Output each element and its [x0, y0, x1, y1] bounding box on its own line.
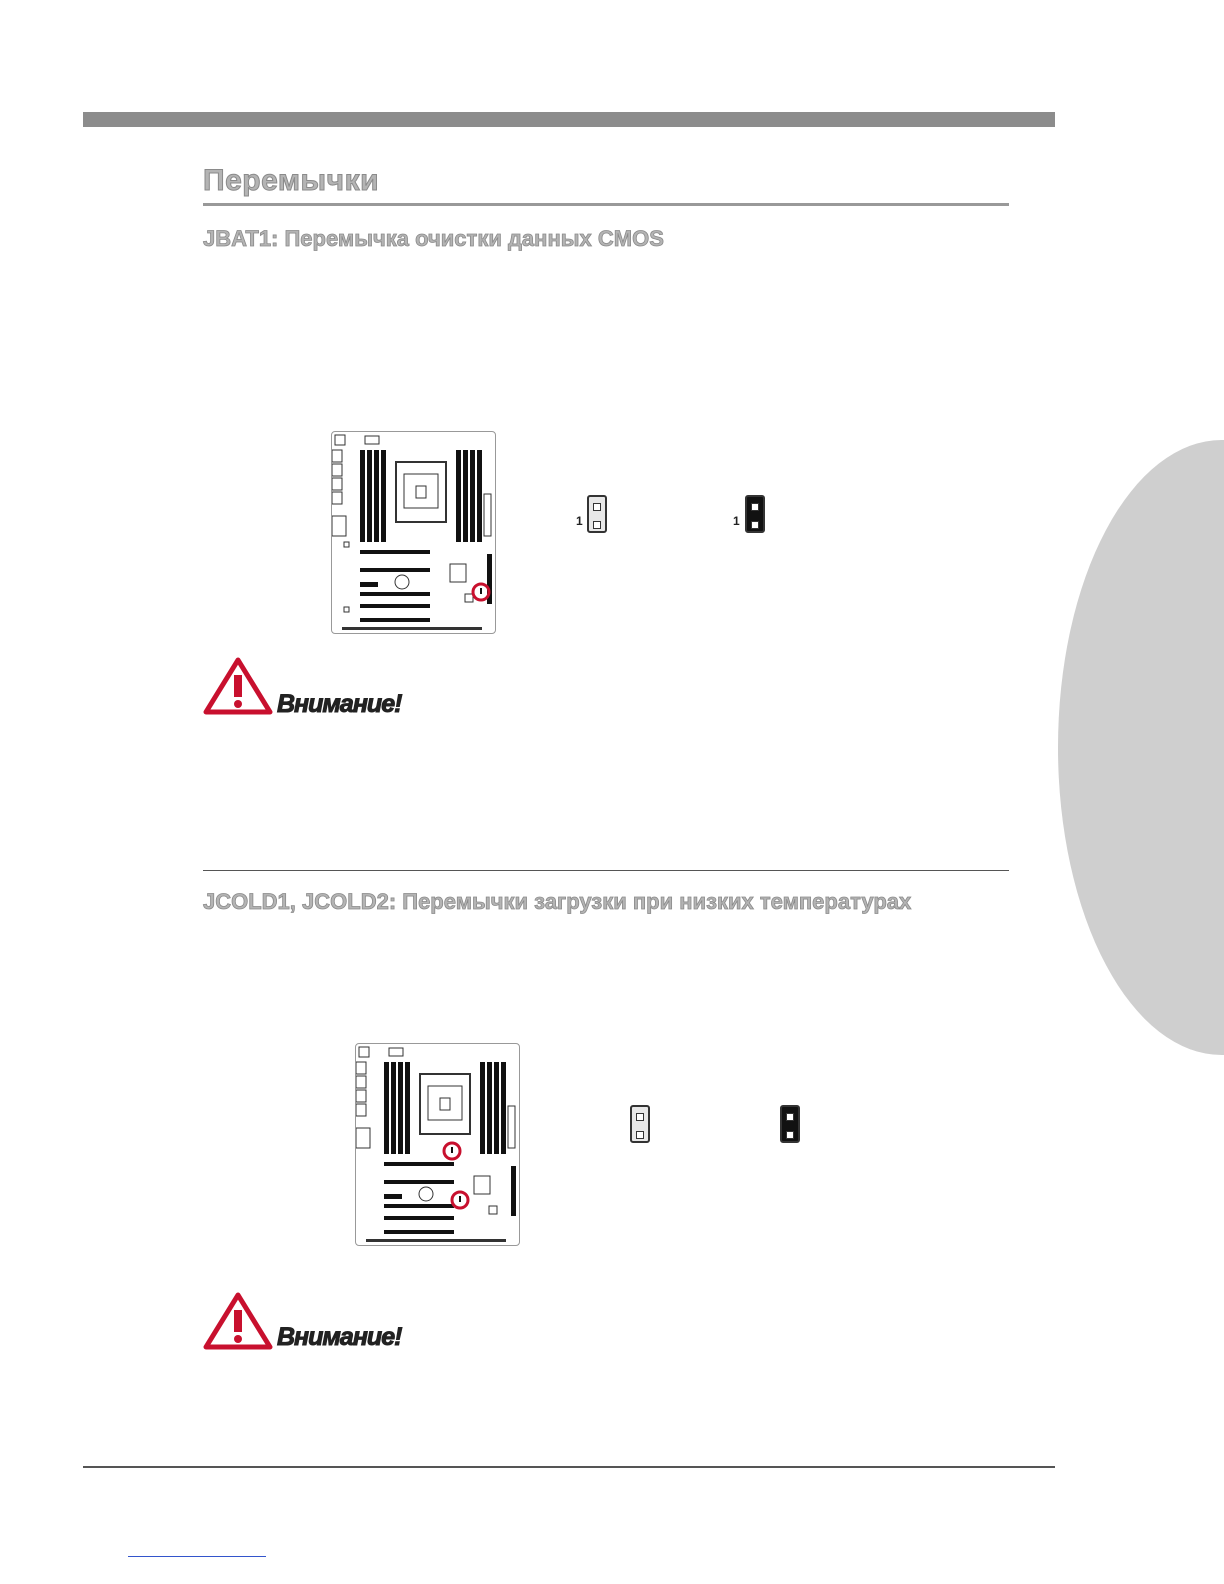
header-bar — [83, 112, 1055, 127]
jumper-open-icon — [587, 495, 607, 533]
board-layout-icon — [332, 432, 495, 633]
section-title: Перемычки — [203, 164, 380, 197]
jbat-heading: JBAT1: Перемычка очистки данных CMOS — [203, 226, 664, 251]
pin-1-label: 1 — [576, 514, 583, 528]
warning-icon — [203, 657, 273, 715]
section-rule — [203, 203, 1009, 206]
warning-label: Внимание! — [277, 1323, 402, 1351]
jumper-closed-icon — [745, 495, 765, 533]
jcold-heading: JCOLD1, JCOLD2: Перемычки загрузки при низких температурах — [203, 889, 912, 914]
warning-label: Внимание! — [277, 690, 402, 718]
footer-rule — [83, 1466, 1055, 1468]
jumper-closed-icon — [780, 1105, 800, 1143]
board-layout-icon — [356, 1044, 519, 1245]
jumper-open-icon — [630, 1105, 650, 1143]
section-divider — [203, 870, 1009, 871]
motherboard-diagram-jbat — [331, 431, 496, 634]
warning-icon — [203, 1292, 273, 1350]
pin-1-label: 1 — [733, 514, 740, 528]
motherboard-diagram-jcold — [355, 1043, 520, 1246]
chapter-side-tab — [1058, 440, 1224, 1055]
footer-link-underline[interactable] — [128, 1556, 266, 1557]
